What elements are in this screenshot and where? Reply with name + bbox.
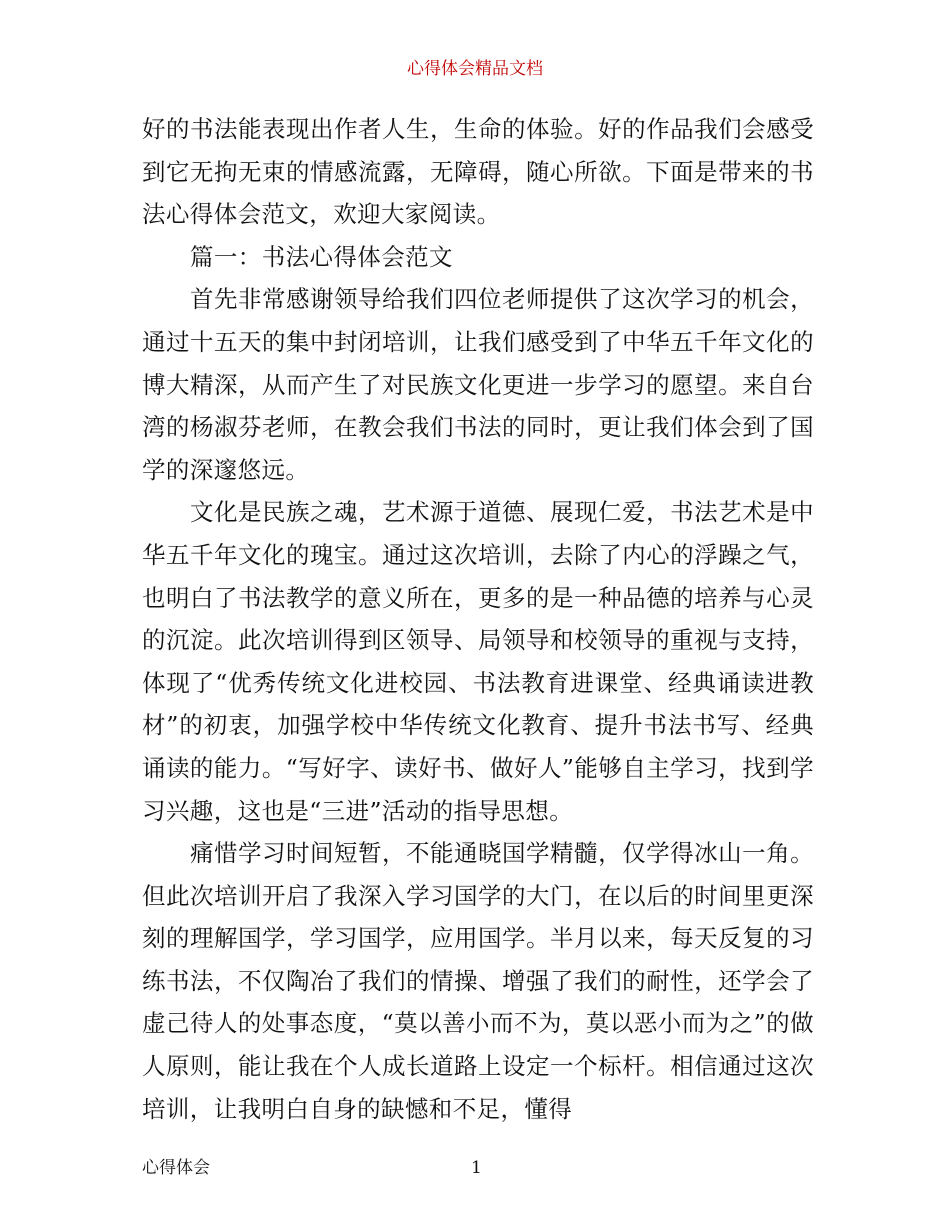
- footer-label: 心得体会: [142, 1158, 210, 1178]
- page-header-title: 心得体会精品文档: [407, 59, 543, 79]
- section-heading: 篇一：书法心得体会范文: [190, 242, 453, 271]
- body-paragraph: 文化是民族之魂，艺术源于道德、展现仁爱，书法艺术是中华五千年文化的瑰宝。通过这次培训，去除了内心的浮躁之气，也明白了书法教学的意义所在，更多的是一种品德的培养与心灵的沉淀。此次培训得到区领导、局领导和校领导的重视与支持，体现了“优秀传统文化进校园、书法教育进课堂、经典诵读进教材”的初衷，加强学校中华传统文化教育、提升书法书写、经典诵读的能力。“写好字、读好书、做好人”能够自主学习，找到学习兴趣，这也是“三进”活动的指导思想。: [142, 498, 814, 825]
- body-paragraph: 首先非常感谢领导给我们四位老师提供了这次学习的机会，通过十五天的集中封闭培训，让我们感受到了中华五千年文化的博大精深，从而产生了对民族文化更进一步学习的愿望。来自台湾的杨淑芬老师，在教会我们书法的同时，更让我们体会到了国学的深邃悠远。: [142, 285, 814, 484]
- page-footer: [142, 1156, 814, 1180]
- page-number: 1: [471, 1158, 482, 1178]
- document-body: [142, 108, 814, 1130]
- intro-paragraph: 好的书法能表现出作者人生，生命的体验。好的作品我们会感受到它无拘无束的情感流露，无障碍，随心所欲。下面是带来的书法心得体会范文，欢迎大家阅读。: [142, 115, 814, 229]
- body-paragraph: 痛惜学习时间短暂，不能通晓国学精髓，仅学得冰山一角。但此次培训开启了我深入学习国学的大门，在以后的时间里更深刻的理解国学，学习国学，应用国学。半月以来，每天反复的习练书法，不仅陶冶了我们的情操、增强了我们的耐性，还学会了虚己待人的处事态度，“莫以善小而不为，莫以恶小而为之”的做人原则，能让我在个人成长道路上设定一个标杆。相信通过这次培训，让我明白自身的缺憾和不足，懂得: [142, 839, 814, 1123]
